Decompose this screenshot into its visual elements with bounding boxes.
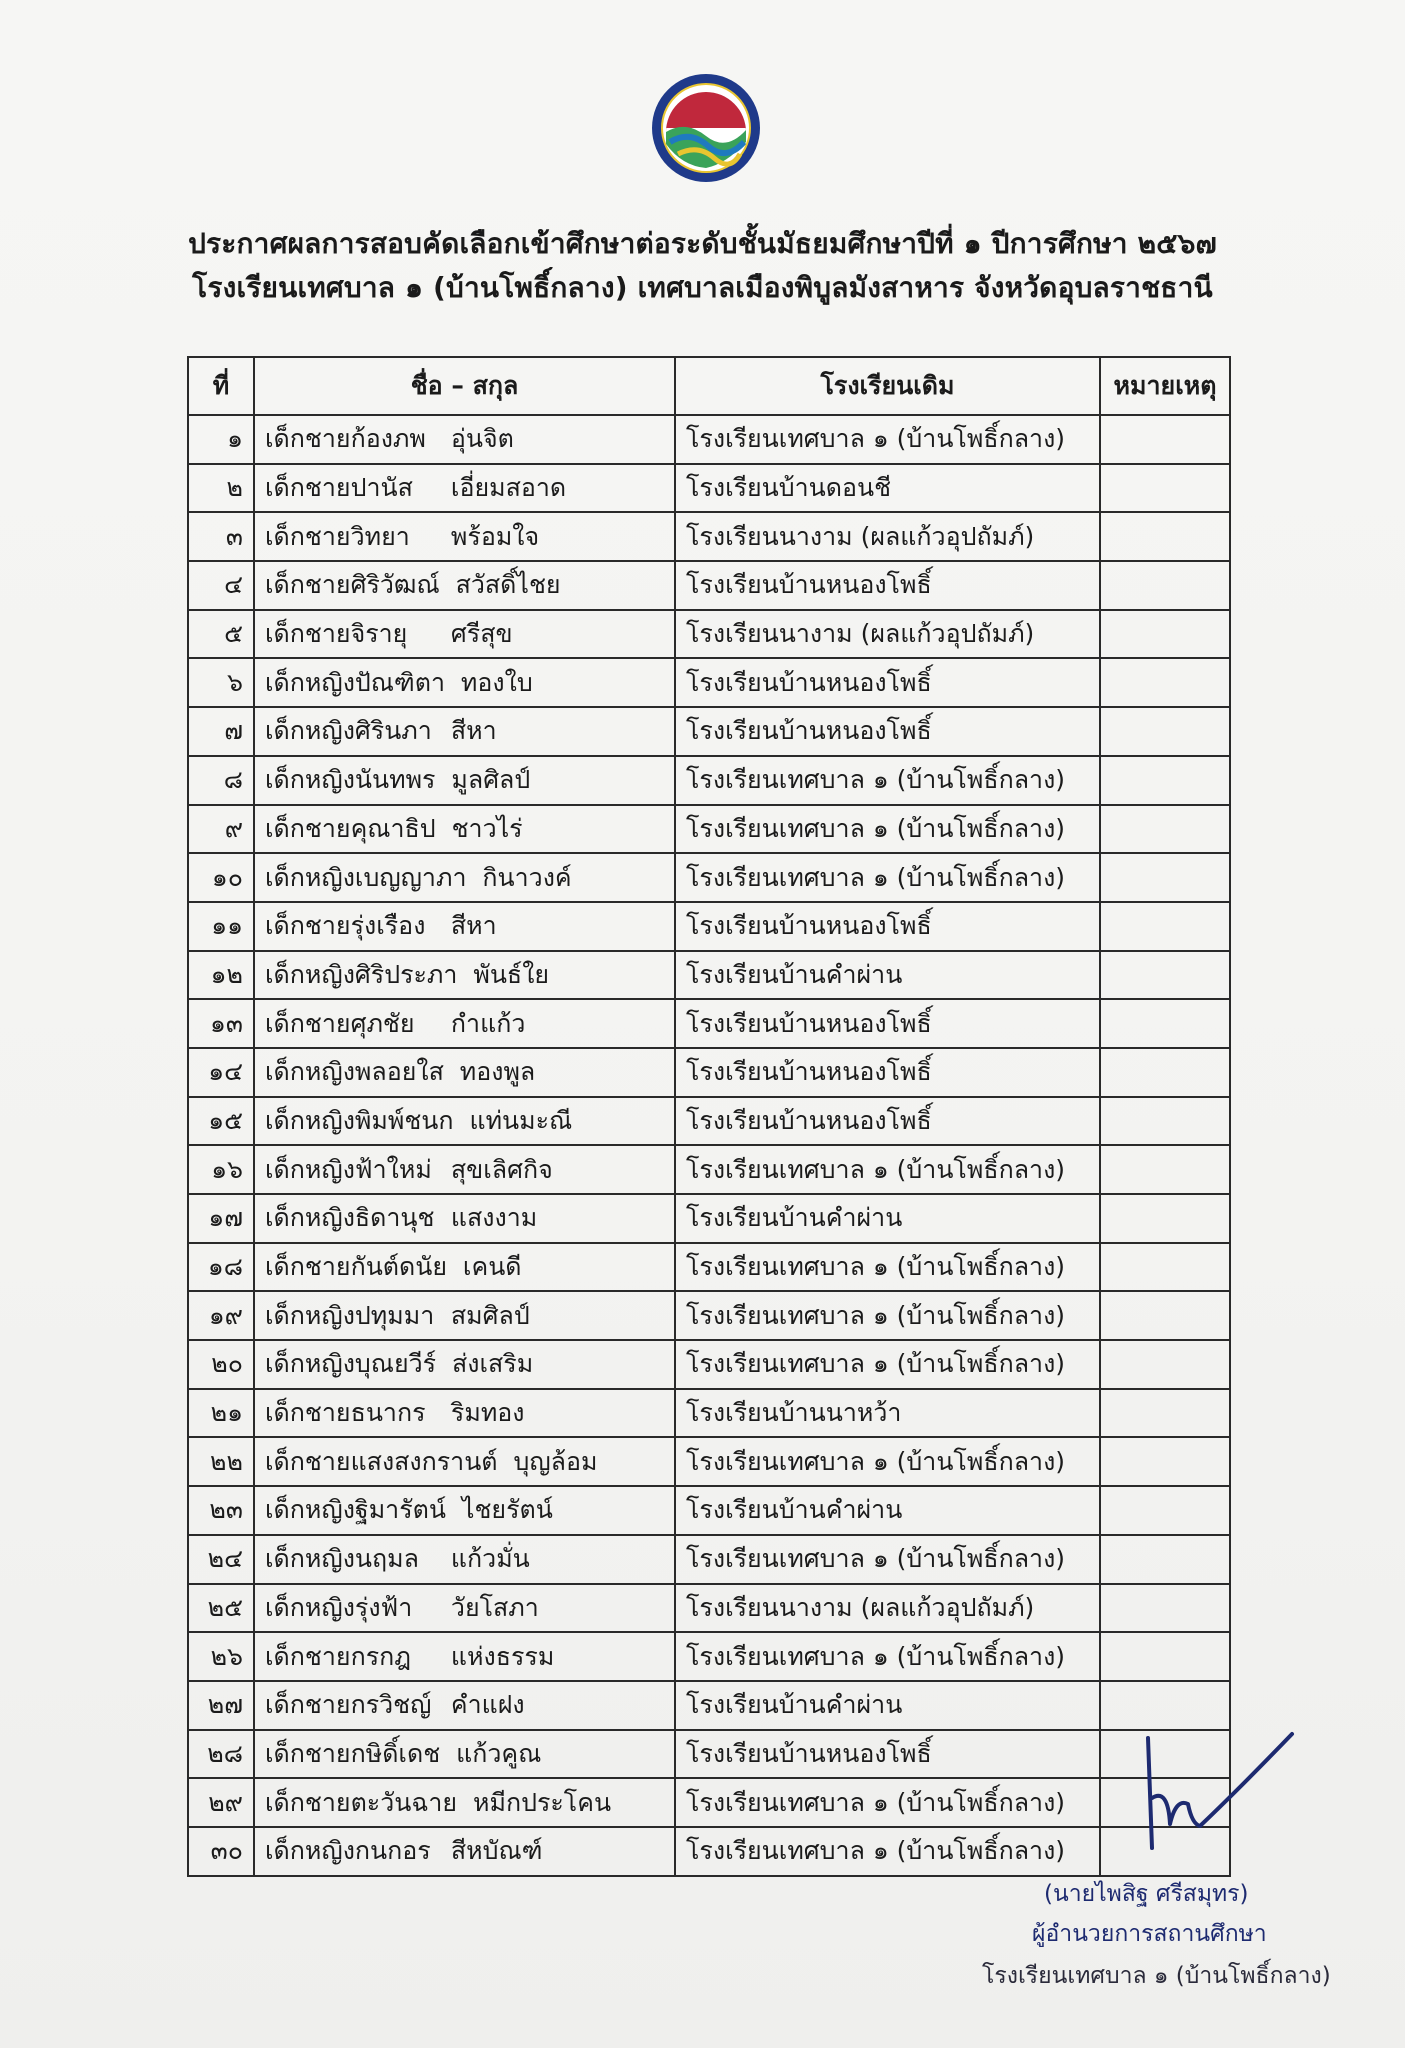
remarks-cell [1100,1486,1230,1535]
student-first-name: เด็กชายศุภชัย [265,1008,415,1038]
student-last-name: บุญล้อม [513,1446,598,1476]
student-first-name: เด็กชายปานัส [265,473,413,503]
table-row [188,1048,1230,1097]
row-number: ๒๓ [188,1486,254,1535]
table-row [188,853,1230,902]
remarks-cell [1100,999,1230,1048]
student-name-cell [254,1243,675,1292]
remarks-cell [1100,1584,1230,1633]
row-number: ๔ [188,561,254,610]
student-name-cell [254,1632,675,1681]
row-number: ๙ [188,805,254,854]
previous-school-cell: โรงเรียนบ้านคำผ่าน [675,1486,1100,1535]
row-number: ๑ [188,415,254,464]
row-number: ๑๓ [188,999,254,1048]
student-name-cell [254,951,675,1000]
student-last-name: ชาวไร่ [451,813,523,843]
student-first-name: เด็กหญิงปัณฑิตา [265,667,445,697]
table-header-row [188,357,1230,415]
remarks-cell [1100,1243,1230,1292]
table-row [188,464,1230,513]
student-first-name: เด็กชายวิทยา [265,521,410,551]
announcement-subtitle: โรงเรียนเทศบาล ๑ (บ้านโพธิ์กลาง) เทศบาลเมืองพิบูลมังสาหาร จังหวัดอุบลราชธานี [192,271,1213,304]
student-last-name: เอี่ยมสอาด [450,473,567,503]
student-last-name: ทองพูล [459,1057,536,1087]
remarks-cell [1100,1535,1230,1584]
student-last-name: สีหบัณฑ์ [450,1836,543,1866]
student-last-name: แก้วมั่น [450,1544,530,1574]
student-first-name: เด็กหญิงนฤมล [265,1544,419,1574]
student-last-name: กินาวงค์ [482,862,572,892]
student-first-name: เด็กชายแสงสงกรานต์ [265,1446,498,1476]
student-first-name: เด็กหญิงศิริประภา [265,959,458,989]
table-row [188,1730,1230,1779]
student-last-name: ทองใบ [460,667,533,697]
row-number: ๑๑ [188,902,254,951]
remarks-cell [1100,610,1230,659]
remarks-cell [1100,1632,1230,1681]
student-first-name: เด็กชายกรวิชญ์ [265,1690,432,1720]
table-row [188,1584,1230,1633]
row-number: ๓๐ [188,1827,254,1876]
table-row [188,1486,1230,1535]
student-name-cell [254,756,675,805]
student-name-cell [254,1437,675,1486]
student-first-name: เด็กชายรุ่งเรือง [265,911,426,941]
previous-school-cell: โรงเรียนเทศบาล ๑ (บ้านโพธิ์กลาง) [675,805,1100,854]
student-last-name: คำแฝง [450,1690,525,1720]
announcement-title: ประกาศผลการสอบคัดเลือกเข้าศึกษาต่อระดับชั้นมัธยมศึกษาปีที่ ๑ ปีการศึกษา ๒๕๖๗ [188,227,1217,260]
student-last-name: กำแก้ว [450,1008,526,1038]
student-name-cell [254,1389,675,1438]
header-remarks: หมายเหตุ [1100,357,1230,415]
row-number: ๘ [188,756,254,805]
table-row [188,512,1230,561]
student-first-name: เด็กหญิงพิมพ์ชนก [265,1105,454,1135]
student-name-cell [254,1778,675,1827]
student-name-cell [254,1681,675,1730]
signatory-name: (นายไพสิฐ ศรีสมุทร) [1044,1881,1249,1907]
municipality-seal-logo [648,72,764,184]
remarks-cell [1100,1681,1230,1730]
row-number: ๒๑ [188,1389,254,1438]
previous-school-cell: โรงเรียนบ้านหนองโพธิ์ [675,561,1100,610]
student-name-cell [254,1048,675,1097]
remarks-cell [1100,756,1230,805]
row-number: ๒๕ [188,1584,254,1633]
student-last-name: แสงงาม [450,1203,538,1233]
student-name-cell [254,464,675,513]
student-name-cell [254,1535,675,1584]
student-first-name: เด็กหญิงฐิมารัตน์ [265,1495,446,1525]
remarks-cell [1100,1389,1230,1438]
student-name-cell [254,1291,675,1340]
student-name-cell [254,805,675,854]
table-row [188,610,1230,659]
student-last-name: แก้วคูณ [456,1738,542,1768]
table-row [188,1827,1230,1876]
student-name-cell [254,512,675,561]
row-number: ๒๖ [188,1632,254,1681]
student-last-name: สุขเลิศกิจ [450,1154,553,1184]
student-last-name: แห่งธรรม [450,1641,555,1671]
signatory-school: โรงเรียนเทศบาล ๑ (บ้านโพธิ์กลาง) [982,1963,1331,1989]
student-name-cell [254,1145,675,1194]
row-number: ๑๒ [188,951,254,1000]
previous-school-cell: โรงเรียนเทศบาล ๑ (บ้านโพธิ์กลาง) [675,1437,1100,1486]
student-first-name: เด็กหญิงพลอยใส [265,1057,444,1087]
student-last-name: เคนดี [462,1252,522,1282]
previous-school-cell: โรงเรียนบ้านหนองโพธิ์ [675,658,1100,707]
student-name-cell [254,561,675,610]
table-body [188,415,1230,1876]
previous-school-cell: โรงเรียนนางาม (ผลแก้วอุปถัมภ์) [675,610,1100,659]
table-row [188,951,1230,1000]
student-name-cell [254,1194,675,1243]
row-number: ๒๗ [188,1681,254,1730]
table-row [188,1243,1230,1292]
student-name-cell [254,1340,675,1389]
previous-school-cell: โรงเรียนบ้านนาหว้า [675,1389,1100,1438]
student-last-name: สมศิลป์ [450,1300,530,1330]
previous-school-cell: โรงเรียนบ้านหนองโพธิ์ [675,1097,1100,1146]
remarks-cell [1100,707,1230,756]
student-name-cell [254,610,675,659]
header-name: ชื่อ – สกุล [254,357,675,415]
table-row [188,1340,1230,1389]
table-row [188,561,1230,610]
student-last-name: ศรีสุข [450,619,513,649]
student-last-name: วัยโสภา [450,1592,539,1622]
table-row [188,1778,1230,1827]
student-first-name: เด็กหญิงกนกอร [265,1836,431,1866]
table-row [188,1535,1230,1584]
remarks-cell [1100,951,1230,1000]
remarks-cell [1100,1097,1230,1146]
student-first-name: เด็กชายศิริวัฒณ์ [265,570,440,600]
previous-school-cell: โรงเรียนเทศบาล ๑ (บ้านโพธิ์กลาง) [675,1340,1100,1389]
table-row [188,999,1230,1048]
previous-school-cell: โรงเรียนเทศบาล ๑ (บ้านโพธิ์กลาง) [675,1778,1100,1827]
row-number: ๑๕ [188,1097,254,1146]
table-row [188,1194,1230,1243]
student-last-name: ไชยรัตน์ [461,1495,553,1525]
student-last-name: พันธ์ใย [473,959,550,989]
student-last-name: ส่งเสริม [452,1349,534,1379]
student-first-name: เด็กหญิงฟ้าใหม่ [265,1154,432,1184]
table-row [188,1389,1230,1438]
remarks-cell [1100,1437,1230,1486]
student-name-cell [254,1486,675,1535]
remarks-cell [1100,512,1230,561]
previous-school-cell: โรงเรียนบ้านหนองโพธิ์ [675,902,1100,951]
previous-school-cell: โรงเรียนเทศบาล ๑ (บ้านโพธิ์กลาง) [675,1535,1100,1584]
remarks-cell [1100,415,1230,464]
previous-school-cell: โรงเรียนเทศบาล ๑ (บ้านโพธิ์กลาง) [675,1291,1100,1340]
student-first-name: เด็กหญิงปทุมมา [265,1300,435,1330]
student-last-name: ริมทอง [450,1398,525,1428]
signatory-role: ผู้อำนวยการสถานศึกษา [1032,1921,1267,1947]
table-row [188,1145,1230,1194]
remarks-cell [1100,805,1230,854]
table-row [188,756,1230,805]
table-row [188,415,1230,464]
remarks-cell [1100,1340,1230,1389]
student-name-cell [254,1584,675,1633]
student-last-name: มูลศิลป์ [451,765,531,795]
student-first-name: เด็กชายคุณาธิป [265,813,436,843]
previous-school-cell: โรงเรียนนางาม (ผลแก้วอุปถัมภ์) [675,1584,1100,1633]
previous-school-cell: โรงเรียนบ้านคำผ่าน [675,951,1100,1000]
previous-school-cell: โรงเรียนนางาม (ผลแก้วอุปถัมภ์) [675,512,1100,561]
row-number: ๒๒ [188,1437,254,1486]
row-number: ๗ [188,707,254,756]
remarks-cell [1100,853,1230,902]
student-last-name: สวัสดิ์ไชย [455,570,561,600]
previous-school-cell: โรงเรียนบ้านหนองโพธิ์ [675,999,1100,1048]
previous-school-cell: โรงเรียนเทศบาล ๑ (บ้านโพธิ์กลาง) [675,415,1100,464]
student-first-name: เด็กชายตะวันฉาย [265,1787,458,1817]
student-name-cell [254,999,675,1048]
remarks-cell [1100,658,1230,707]
row-number: ๑๖ [188,1145,254,1194]
row-number: ๒๔ [188,1535,254,1584]
previous-school-cell: โรงเรียนบ้านหนองโพธิ์ [675,1730,1100,1779]
student-first-name: เด็กชายกรกฎ [265,1641,412,1671]
table-row [188,1632,1230,1681]
student-name-cell [254,658,675,707]
student-last-name: สีหา [450,716,497,746]
remarks-cell [1100,1291,1230,1340]
student-name-cell [254,1730,675,1779]
previous-school-cell: โรงเรียนบ้านดอนชี [675,464,1100,513]
table-row [188,1097,1230,1146]
previous-school-cell: โรงเรียนเทศบาล ๑ (บ้านโพธิ์กลาง) [675,1243,1100,1292]
student-last-name: สีหา [450,911,497,941]
student-last-name: แท่นมะณี [469,1105,573,1135]
row-number: ๕ [188,610,254,659]
table-row [188,1681,1230,1730]
student-last-name: หมีกประโคน [472,1787,612,1817]
table-row [188,658,1230,707]
student-first-name: เด็กหญิงนันทพร [265,765,436,795]
student-first-name: เด็กหญิงศิรินภา [265,716,432,746]
student-first-name: เด็กหญิงธิดานุช [265,1203,435,1233]
previous-school-cell: โรงเรียนบ้านหนองโพธิ์ [675,707,1100,756]
previous-school-cell: โรงเรียนเทศบาล ๑ (บ้านโพธิ์กลาง) [675,1632,1100,1681]
student-name-cell [254,415,675,464]
student-first-name: เด็กหญิงเบญญาภา [265,862,467,892]
previous-school-cell: โรงเรียนบ้านคำผ่าน [675,1194,1100,1243]
student-last-name: อุ่นจิต [450,424,514,454]
student-name-cell [254,853,675,902]
student-first-name: เด็กชายธนากร [265,1398,426,1428]
row-number: ๑๔ [188,1048,254,1097]
student-results-table [187,356,1231,1877]
row-number: ๑๘ [188,1243,254,1292]
remarks-cell [1100,1145,1230,1194]
row-number: ๑๐ [188,853,254,902]
table-row [188,1291,1230,1340]
student-first-name: เด็กชายก้องภพ [265,424,426,454]
row-number: ๒๙ [188,1778,254,1827]
header-number: ที่ [188,357,254,415]
student-first-name: เด็กหญิงรุ่งฟ้า [265,1592,413,1622]
row-number: ๑๗ [188,1194,254,1243]
row-number: ๑๙ [188,1291,254,1340]
table-row [188,805,1230,854]
previous-school-cell: โรงเรียนบ้านหนองโพธิ์ [675,1048,1100,1097]
student-name-cell [254,1827,675,1876]
table-row [188,902,1230,951]
previous-school-cell: โรงเรียนเทศบาล ๑ (บ้านโพธิ์กลาง) [675,756,1100,805]
student-first-name: เด็กชายจิรายุ [265,619,408,649]
remarks-cell [1100,902,1230,951]
row-number: ๒๐ [188,1340,254,1389]
previous-school-cell: โรงเรียนบ้านคำผ่าน [675,1681,1100,1730]
student-name-cell [254,1097,675,1146]
remarks-cell [1100,1048,1230,1097]
student-name-cell [254,707,675,756]
previous-school-cell: โรงเรียนเทศบาล ๑ (บ้านโพธิ์กลาง) [675,1145,1100,1194]
remarks-cell [1100,1194,1230,1243]
table-row [188,1437,1230,1486]
row-number: ๒๘ [188,1730,254,1779]
remarks-cell [1100,464,1230,513]
student-name-cell [254,902,675,951]
table-row [188,707,1230,756]
previous-school-cell: โรงเรียนเทศบาล ๑ (บ้านโพธิ์กลาง) [675,1827,1100,1876]
previous-school-cell: โรงเรียนเทศบาล ๑ (บ้านโพธิ์กลาง) [675,853,1100,902]
row-number: ๖ [188,658,254,707]
row-number: ๒ [188,464,254,513]
student-first-name: เด็กชายกษิดิ์เดช [265,1738,441,1768]
remarks-cell [1100,561,1230,610]
student-last-name: พร้อมใจ [450,521,540,551]
handwritten-signature [1138,1728,1298,1858]
student-first-name: เด็กชายกันต์ดนัย [265,1252,448,1282]
row-number: ๓ [188,512,254,561]
student-first-name: เด็กหญิงบุณยวีร์ [265,1349,437,1379]
header-previous-school: โรงเรียนเดิม [675,357,1100,415]
